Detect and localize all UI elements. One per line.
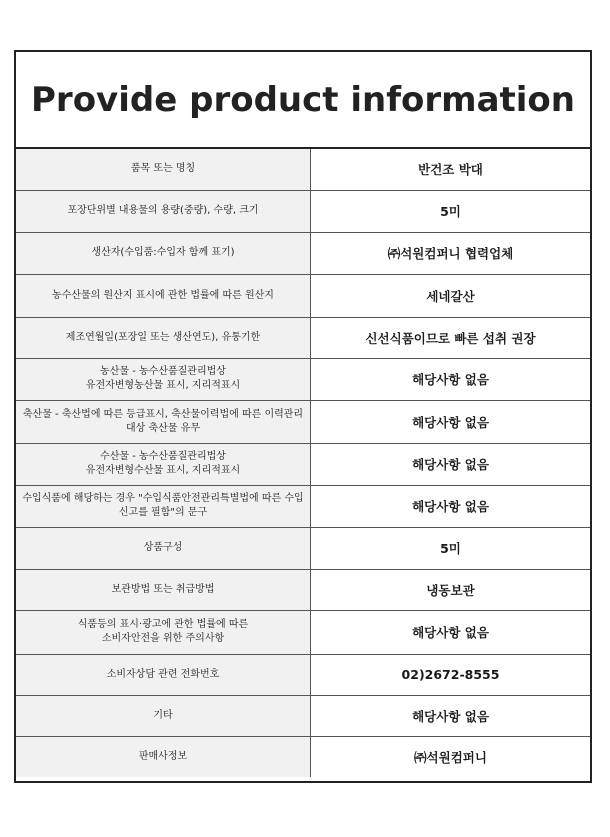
row-label: 포장단위별 내용물의 용량(중량), 수량, 크기	[16, 190, 311, 232]
row-value: 해당사항 없음	[311, 610, 591, 654]
table-row	[16, 736, 590, 777]
row-value: 해당사항 없음	[311, 400, 591, 443]
row-value: 해당사항 없음	[311, 443, 591, 485]
row-value: 냉동보관	[311, 569, 591, 610]
row-value: 5미	[311, 527, 591, 569]
row-label: 보관방법 또는 취급방법	[16, 569, 311, 610]
table-row	[16, 695, 590, 736]
table-row	[16, 485, 590, 527]
row-value: 해당사항 없음	[311, 695, 591, 736]
row-label: 제조연월일(포장일 또는 생산연도), 유통기한	[16, 317, 311, 358]
row-label: 수산물 - 농수산품질관리법상 유전자변형수산물 표시, 지리적표시	[16, 443, 311, 485]
table-row	[16, 232, 590, 274]
table-row	[16, 190, 590, 232]
row-value: ㈜석원컴퍼니 협력업체	[311, 232, 591, 274]
row-label: 수입식품에 해당하는 경우 "수입식품안전관리특별법에 따른 수입신고를 필함"의 문구	[16, 485, 311, 527]
row-label: 품목 또는 명칭	[16, 149, 311, 190]
row-value: 해당사항 없음	[311, 358, 591, 400]
table-row	[16, 149, 590, 190]
row-value: 반건조 박대	[311, 149, 591, 190]
row-value: ㈜석원컴퍼니	[311, 736, 591, 777]
row-value: 02)2672-8555	[311, 654, 591, 695]
row-label: 농산물 - 농수산품질관리법상 유전자변형농산물 표시, 지리적표시	[16, 358, 311, 400]
row-label: 축산물 - 축산법에 따른 등급표시, 축산물이력법에 따른 이력관리대상 축산물 유무	[16, 400, 311, 443]
table-row	[16, 274, 590, 317]
row-value: 5미	[311, 190, 591, 232]
page-title: Provide product information	[16, 52, 590, 149]
table-row	[16, 443, 590, 485]
table-row	[16, 358, 590, 400]
row-label: 소비자상담 관련 전화번호	[16, 654, 311, 695]
row-label: 기타	[16, 695, 311, 736]
table-row	[16, 400, 590, 443]
row-value: 해당사항 없음	[311, 485, 591, 527]
product-info-sheet	[14, 50, 592, 783]
table-row	[16, 654, 590, 695]
row-label: 농수산물의 원산지 표시에 관한 법률에 따른 원산지	[16, 274, 311, 317]
row-label: 식품등의 표시·광고에 관한 법률에 따른 소비자안전을 위한 주의사항	[16, 610, 311, 654]
table-row	[16, 569, 590, 610]
row-label: 상품구성	[16, 527, 311, 569]
table-row	[16, 610, 590, 654]
row-label: 생산자(수입품:수입자 함께 표기)	[16, 232, 311, 274]
product-info-table	[16, 149, 590, 777]
product-info-rows	[16, 149, 590, 777]
row-label: 판매사정보	[16, 736, 311, 777]
table-row	[16, 527, 590, 569]
table-row	[16, 317, 590, 358]
row-value: 세네갈산	[311, 274, 591, 317]
row-value: 신선식품이므로 빠른 섭취 권장	[311, 317, 591, 358]
